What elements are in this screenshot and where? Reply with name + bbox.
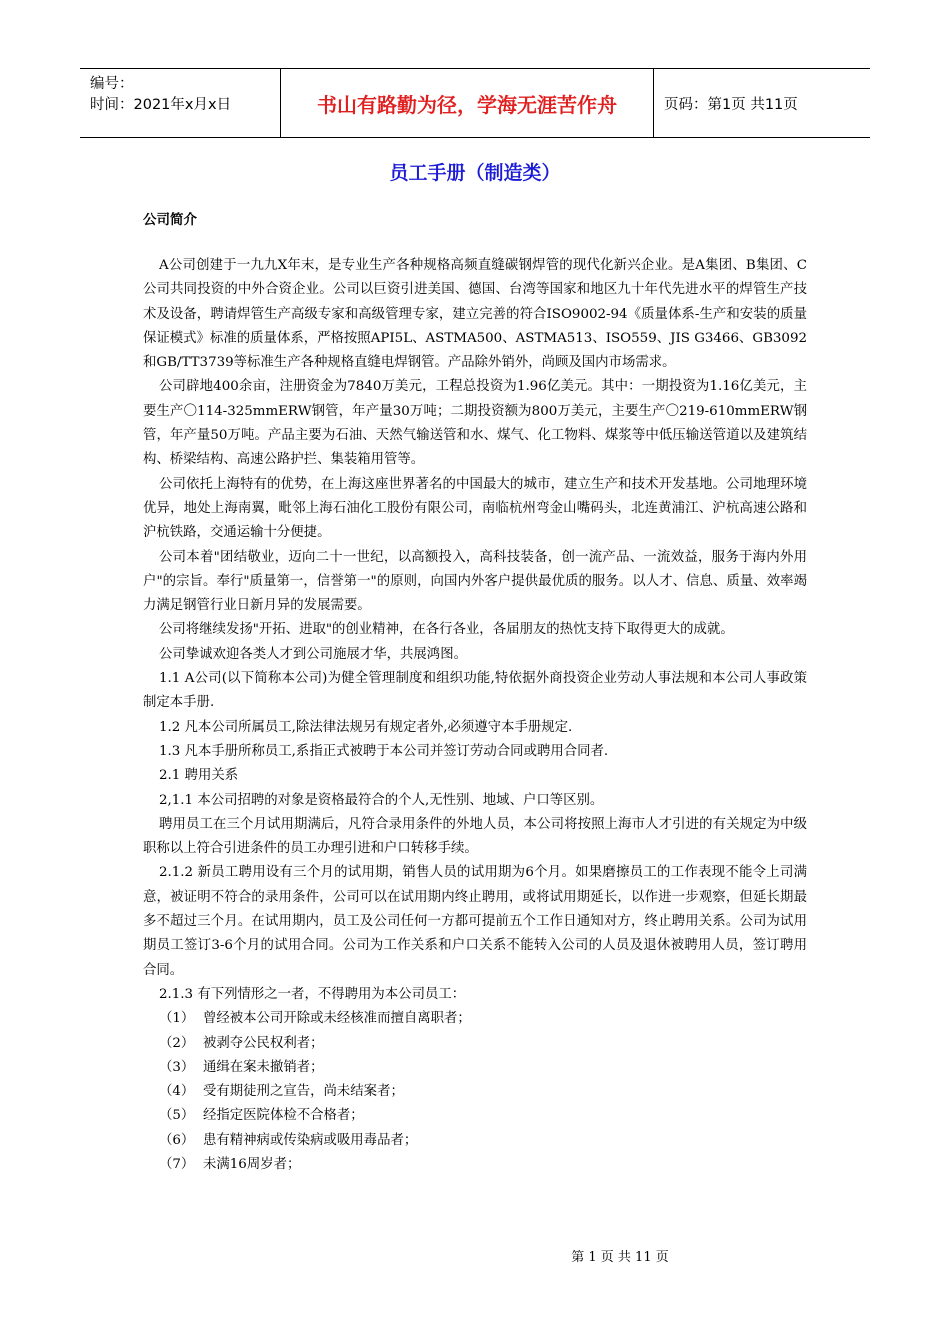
list-item bbox=[143, 1080, 807, 1104]
list-item-text: 患有精神病或传染病或吸用毒品者； bbox=[203, 1132, 418, 1148]
list-item bbox=[143, 1056, 807, 1080]
list-item-text: 曾经被本公司开除或未经核准而擅自离职者； bbox=[203, 1011, 471, 1027]
list-item-text: 受有期徒刑之宣告，尚未结案者； bbox=[203, 1084, 404, 1100]
list-item-number: （2） bbox=[159, 1035, 195, 1051]
list-item-number: （3） bbox=[159, 1059, 195, 1075]
document-title: 员工手册（制造类） bbox=[389, 162, 561, 184]
paragraph: 2.1.3 有下列情形之一者，不得聘用为本公司员工： bbox=[159, 986, 466, 1002]
page-footer: 第 1 页 共 11 页 bbox=[571, 1250, 669, 1265]
list-item-text: 被剥夺公民权利者； bbox=[203, 1035, 324, 1051]
paragraph: 公司本着"团结敬业，迈向二十一世纪，以高额投入，高科技装备，创一流产品、一流效益，服务于海内外用户"的宗旨。奉行"质量第一，信誉第一"的原则，向国内外客户提供最优质的服务。以人才、信息、质量、效率竭力满足钢管行业日新月异的发展需要。 bbox=[143, 549, 807, 614]
list-item bbox=[143, 1007, 807, 1031]
paragraph: A公司创建于一九九X年末，是专业生产各种规格高频直缝碳钢焊管的现代化新兴企业。是A集团、B集团、C公司共同投资的中外合资企业。公司以巨资引进美国、德国、台湾等国家和地区九十年代先进水平的焊管生产技术及设备，聘请焊管生产高级专家和高级管理专家，建立完善的符合ISO9002-94《质量体系-生产和安装的质量保证模式》标准的质量体系，严格按照API5L、ASTMA500、ASTMA513、ISO559、JIS G3466、GB3092和GB/TT3739等标准生产各种规格直缝电焊钢管。产品除外销外，尚顾及国内市场需求。 bbox=[143, 258, 807, 371]
paragraph: 聘用员工在三个月试用期满后，凡符合录用条件的外地人员，本公司将按照上海市人才引进的有关规定为中级职称以上符合引进条件的员工办理引进和户口转移手续。 bbox=[143, 816, 807, 857]
list-item-number: （6） bbox=[159, 1132, 195, 1148]
paragraph: 2.1 聘用关系 bbox=[159, 768, 239, 784]
list-item-text: 经指定医院体检不合格者； bbox=[203, 1108, 364, 1124]
paragraph: 2.1.2 新员工聘用设有三个月的试用期，销售人员的试用期为6个月。如果磨擦员工的工作表现不能令上司满意，被证明不符合的录用条件，公司可以在试用期内终止聘用，或将试用期延长，以作进一步观察，但延长期最多不超过三个月。在试用期内，员工及公司任何一方都可提前五个工作日通知对方，终止聘用关系。公司为试用期员工签订3-6个月的试用合同。公司为工作关系和户口关系不能转入公司的人员及退休被聘用人员，签订聘用合同。 bbox=[143, 865, 807, 978]
document-body bbox=[143, 254, 807, 1177]
paragraph: 1.1 A公司(以下简称本公司)为健全管理制度和组织功能,特依据外商投资企业劳动人事法规和本公司人事政策制定本手册. bbox=[143, 671, 807, 711]
motto-text: 书山有路勤为径，学海无涯苦作舟 bbox=[317, 92, 617, 117]
list-item-text: 未满16周岁者； bbox=[203, 1156, 301, 1172]
header-motto-cell bbox=[280, 69, 654, 137]
list-item-number: （4） bbox=[159, 1084, 195, 1100]
paragraph: 公司将继续发扬"开拓、进取"的创业精神，在各行各业，各届朋友的热忱支持下取得更大的成就。 bbox=[159, 622, 734, 638]
list-item-number: （1） bbox=[159, 1011, 195, 1027]
paragraph: 公司挚诚欢迎各类人才到公司施展才华，共展鸿图。 bbox=[159, 646, 467, 662]
header-left-cell bbox=[80, 69, 280, 137]
list-item-number: （7） bbox=[159, 1156, 195, 1172]
paragraph: 公司辟地400余亩，注册资金为7840万美元，工程总投资为1.96亿美元。其中：一期投资为1.16亿美元，主要生产〇114-325mmERW钢管，年产量30万吨；二期投资额为800万美元，主要生产〇219-610mmERW钢管，年产量50万吨。产品主要为石油、天然气输送管和水、煤气、化工物料、煤浆等中低压输送管道以及建筑结构、桥梁结构、高速公路护拦、集装箱用管等。 bbox=[143, 379, 807, 468]
paragraph: 1.2 凡本公司所属员工,除法律法规另有规定者外,必须遵守本手册规定. bbox=[159, 719, 573, 735]
list-item bbox=[143, 1032, 807, 1056]
time-label: 时间：2021年x月x日 bbox=[90, 97, 232, 113]
list-item bbox=[143, 1153, 807, 1177]
list-item-number: （5） bbox=[159, 1108, 195, 1124]
header-table bbox=[80, 68, 870, 138]
list-item bbox=[143, 1104, 807, 1128]
page-info: 页码：第1页 共11页 bbox=[664, 96, 798, 113]
section-title: 公司简介 bbox=[143, 212, 197, 228]
paragraph: 公司依托上海特有的优势，在上海这座世界著名的中国最大的城市，建立生产和技术开发基地。公司地理环境优异，地处上海南翼，毗邻上海石油化工股份有限公司，南临杭州弯金山嘴码头，北连黄浦江、沪杭高速公路和沪杭铁路，交通运输十分便捷。 bbox=[143, 476, 807, 541]
list-item bbox=[143, 1129, 807, 1153]
number-label: 编号： bbox=[90, 76, 134, 92]
paragraph: 1.3 凡本手册所称员工,系指正式被聘于本公司并签订劳动合同或聘用合同者. bbox=[159, 743, 609, 759]
paragraph: 2,1.1 本公司招聘的对象是资格最符合的个人,无性别、地域、户口等区别。 bbox=[159, 792, 604, 808]
list-item-text: 通缉在案未撤销者； bbox=[203, 1059, 324, 1075]
